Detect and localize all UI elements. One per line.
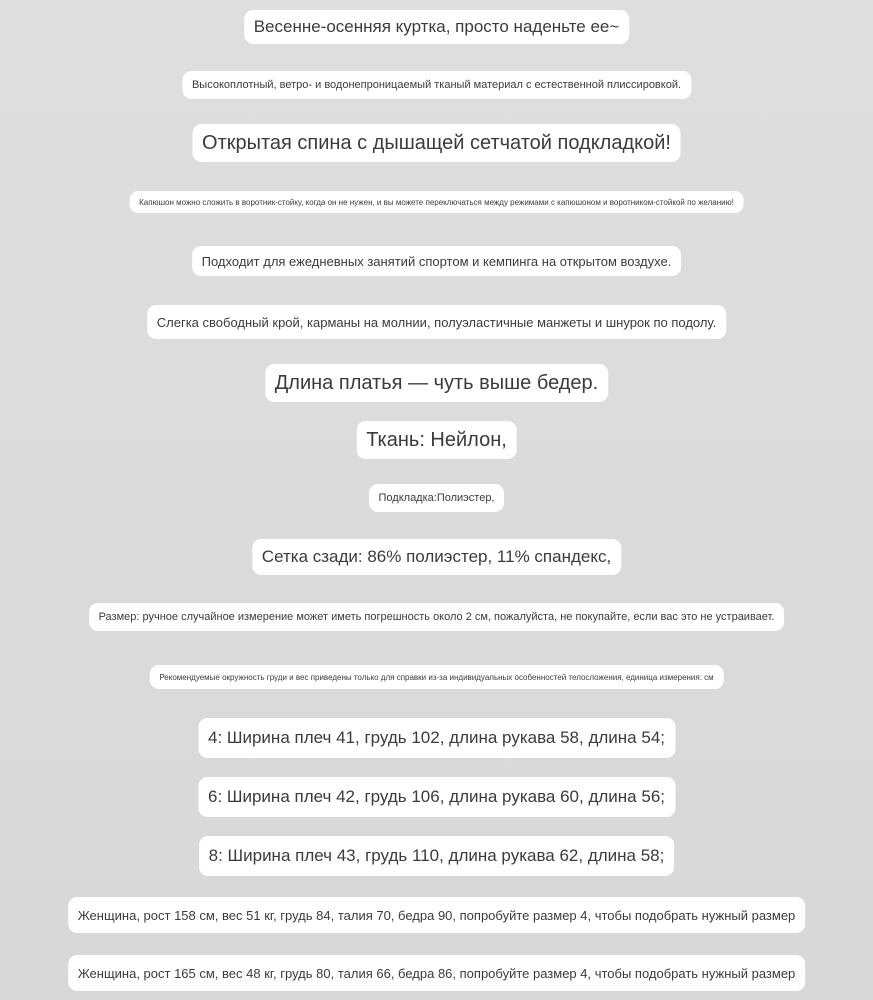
text-line-mesh: Сетка сзади: 86% полиэстер, 11% спандекс, bbox=[252, 539, 621, 575]
text-line-size-note: Размер: ручное случайное измерение может иметь погрешность около 2 см, пожалуйста, не покупайте, если вас это не устраивает. bbox=[89, 603, 785, 631]
size-row-4: 4: Ширина плеч 41, грудь 102, длина рукава 58, длина 54; bbox=[198, 718, 675, 758]
model-row-2: Женщина, рост 165 см, вес 48 кг, грудь 80, талия 66, бедра 86, попробуйте размер 4, чтобы подобрать нужный размер bbox=[68, 955, 806, 991]
text-line-lining: Подкладка:Полиэстер, bbox=[369, 484, 505, 512]
text-line-material: Высокоплотный, ветро- и водонепроницаемый тканый материал с естественной плиссировкой. bbox=[182, 71, 691, 99]
text-line-hood: Капюшон можно сложить в воротник-стойку, когда он не нужен, и вы можете переключаться между режимами с капюшоном и воротником-стойкой по желанию! bbox=[129, 191, 744, 213]
text-line-reference: Рекомендуемые окружность груди и вес приведены только для справки из-за индивидуальных особенностей телосложения, единица измерения: см bbox=[149, 665, 723, 689]
model-row-1: Женщина, рост 158 см, вес 51 кг, грудь 84, талия 70, бедра 90, попробуйте размер 4, чтобы подобрать нужный размер bbox=[68, 897, 806, 933]
size-row-6: 6: Ширина плеч 42, грудь 106, длина рукава 60, длина 56; bbox=[198, 777, 675, 817]
text-line-usage: Подходит для ежедневных занятий спортом и кемпинга на открытом воздухе. bbox=[192, 246, 682, 276]
text-line-length: Длина платья — чуть выше бедер. bbox=[265, 364, 609, 402]
text-line-title: Весенне-осенняя куртка, просто наденьте ее~ bbox=[244, 10, 630, 44]
text-line-open-back: Открытая спина с дышащей сетчатой подкладкой! bbox=[192, 124, 681, 162]
text-line-fit: Слегка свободный крой, карманы на молнии, полуэластичные манжеты и шнурок по подолу. bbox=[147, 305, 726, 339]
size-row-8: 8: Ширина плеч 43, грудь 110, длина рукава 62, длина 58; bbox=[199, 836, 675, 876]
text-line-fabric: Ткань: Нейлон, bbox=[356, 421, 517, 459]
